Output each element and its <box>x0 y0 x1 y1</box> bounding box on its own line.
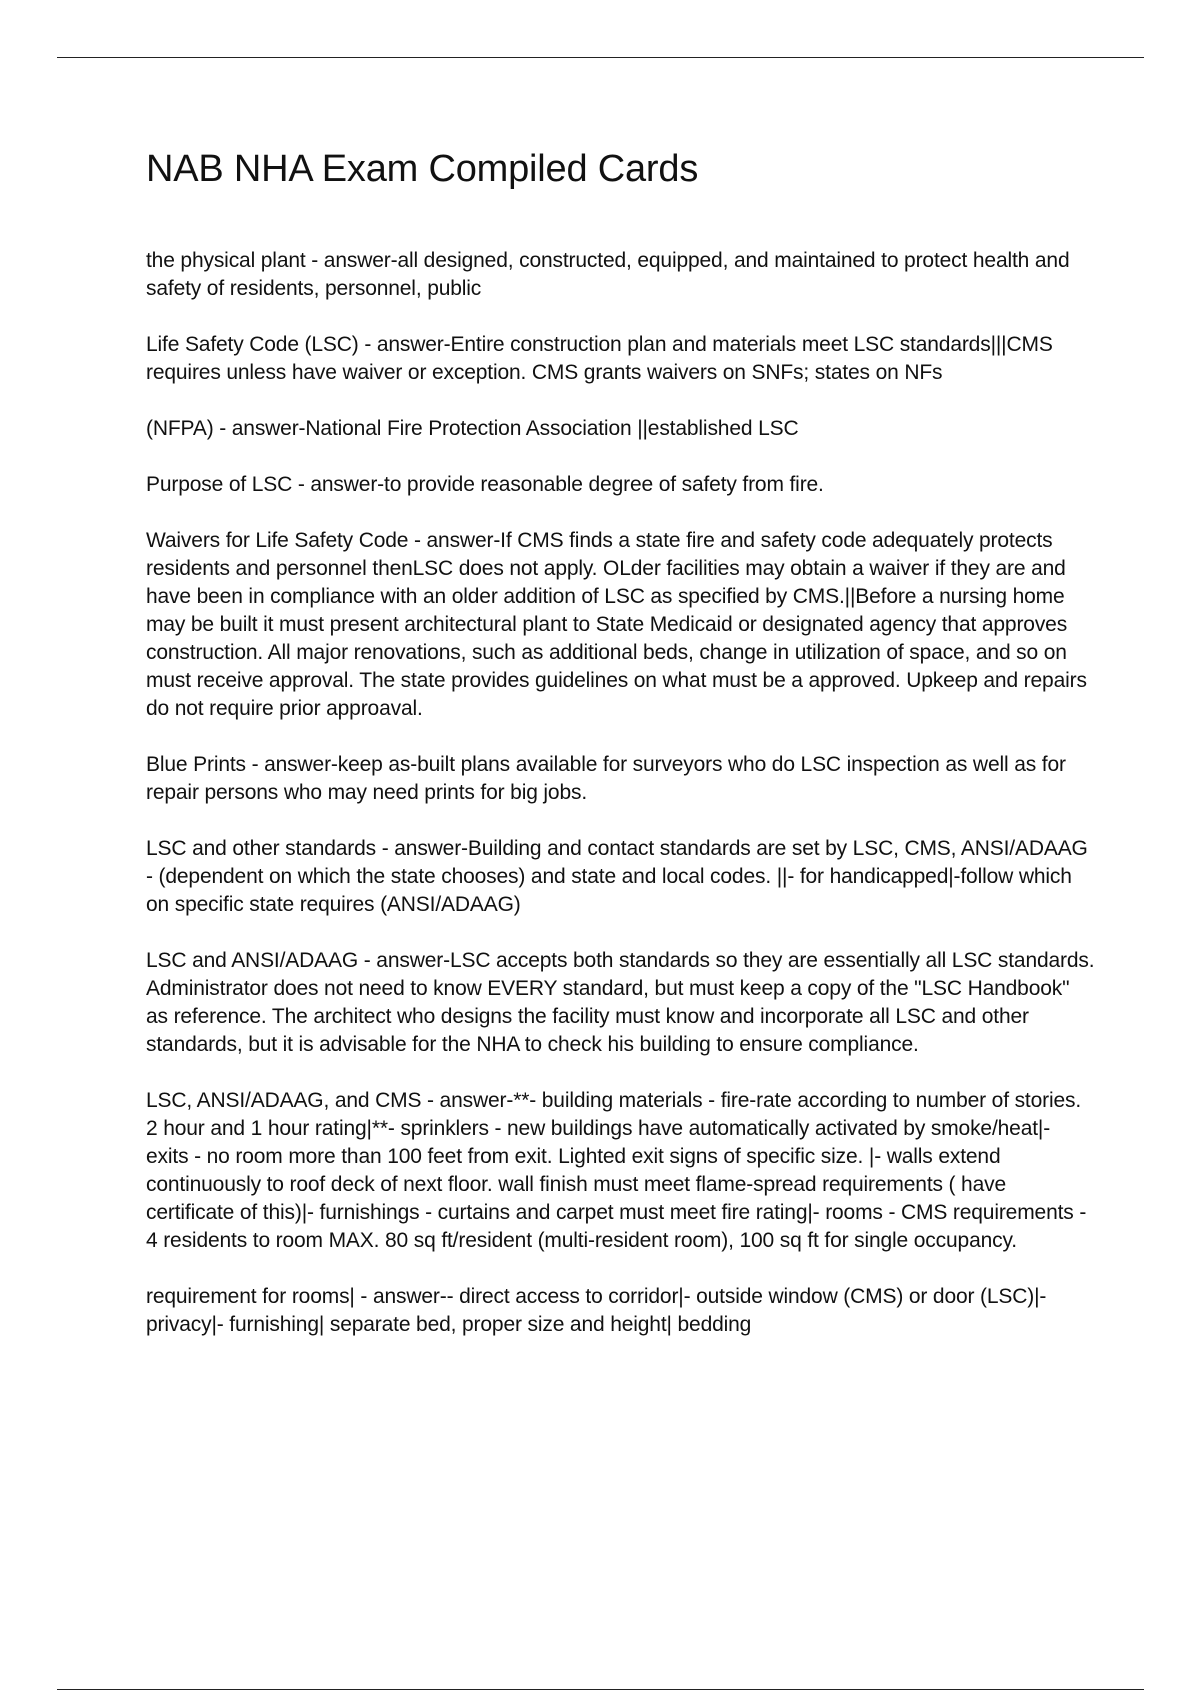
card-nfpa <box>146 415 1096 443</box>
card-separator: - answer- <box>213 417 306 440</box>
card-term: Purpose of LSC <box>146 473 293 496</box>
bottom-rule <box>57 1689 1144 1690</box>
document-title: NAB NHA Exam Compiled Cards <box>146 148 699 190</box>
card-separator: - answer- <box>305 249 398 272</box>
card-blue-prints <box>146 751 1096 807</box>
card-term: Waivers for Life Safety Code <box>146 529 409 552</box>
card-physical-plant <box>146 247 1096 303</box>
card-room-requirements <box>146 1283 1096 1339</box>
card-term: LSC, ANSI/ADAAG, and CMS <box>146 1089 422 1112</box>
document-body <box>146 145 1096 1367</box>
card-answer: keep as-built plans available for surveyors who do LSC inspection as well as for repair persons who may need prints for big jobs. <box>146 753 1066 804</box>
card-answer: National Fire Protection Association ||established LSC <box>305 417 799 440</box>
card-separator: - answer- <box>292 473 385 496</box>
card-answer: Entire construction plan and materials meet LSC standards|||CMS requires unless have waiver or exception. CMS grants waivers on SNFs; states on NFs <box>146 333 1053 384</box>
card-term: requirement for rooms| <box>146 1285 355 1308</box>
card-answer: to provide reasonable degree of safety from fire. <box>384 473 824 496</box>
card-life-safety-code <box>146 331 1096 387</box>
card-answer: Building and contact standards are set by LSC, CMS, ANSI/ADAAG - (dependent on which the state chooses) and state and local codes. ||- for handicapped|-follow which on specific state requires (ANSI/ADAAG) <box>146 837 1088 916</box>
top-rule <box>57 57 1144 58</box>
card-separator: - answer- <box>421 1089 514 1112</box>
card-answer: - direct access to corridor|- outside window (CMS) or door (LSC)|- privacy|- furnishing| separate bed, proper size and height| bedding <box>146 1285 1047 1336</box>
card-purpose-of-lsc <box>146 471 1096 499</box>
card-separator: - answer- <box>358 949 450 972</box>
card-answer: LSC accepts both standards so they are essentially all LSC standards. Administrator does not need to know EVERY standard, but must keep a copy of the "LSC Handbook" as reference. The architect who designs the facility must know and incorporate all LSC and other standards, but it is advisable for the NHA to check his building to ensure compliance. <box>146 949 1095 1056</box>
card-term: (NFPA) <box>146 417 214 440</box>
card-separator: - answer- <box>408 529 501 552</box>
card-separator: - answer- <box>354 1285 447 1308</box>
card-waivers <box>146 527 1096 723</box>
card-answer: all designed, constructed, equipped, and maintained to protect health and safety of residents, personnel, public <box>146 249 1070 300</box>
card-answer: **- building materials - fire-rate according to number of stories. 2 hour and 1 hour rating|**- sprinklers - new buildings have automatically activated by smoke/heat|- exits - no room more than 100 feet from exit. Lighted exit signs of specific size. |- walls extend continuously to roof deck of next floor. wall finish must meet flame-spread requirements ( have certificate of this)|- furnishings - curtains and carpet must meet fire rating|- rooms - CMS requirements - 4 residents to room MAX. 80 sq ft/resident (multi-resident room), 100 sq ft for single occupancy. <box>146 1089 1087 1252</box>
card-term: Life Safety Code (LSC) <box>146 333 359 356</box>
card-term: LSC and ANSI/ADAAG <box>146 949 359 972</box>
card-separator: - answer- <box>376 837 468 860</box>
card-term: the physical plant <box>146 249 306 272</box>
card-answer: If CMS finds a state fire and safety code adequately protects residents and personnel thenLSC does not apply. OLder facilities may obtain a waiver if they are and have been in compliance with an older addition of LSC as specified by CMS.||Before a nursing home may be built it must present architectural plant to State Medicaid or designated agency that approves construction. All major renovations, such as additional beds, change in utilization of space, and so on must receive approval. The state provides guidelines on what must be a approved. Upkeep and repairs do not require prior approaval. <box>146 529 1087 720</box>
card-term: LSC and other standards <box>146 837 377 860</box>
card-lsc-ansi-adaag-cms <box>146 1087 1096 1255</box>
card-lsc-other-standards <box>146 835 1096 919</box>
card-separator: - answer- <box>358 333 451 356</box>
card-lsc-ansi-adaag <box>146 947 1096 1059</box>
card-separator: - answer- <box>245 753 338 776</box>
card-term: Blue Prints <box>146 753 246 776</box>
